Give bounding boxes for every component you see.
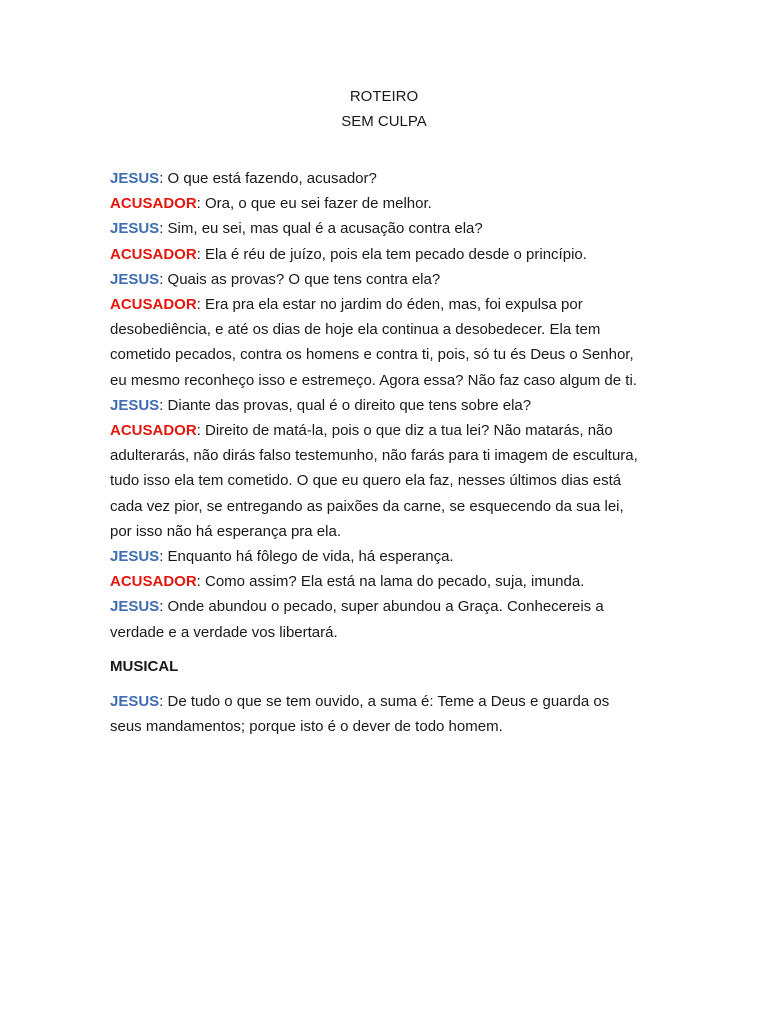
speaker-jesus: JESUS [110, 396, 160, 414]
dialogue-line [110, 544, 670, 569]
dialogue-text: : O que está fazendo, acusador? [159, 170, 377, 187]
dialogue-line [110, 267, 670, 292]
dialogue-text: tudo isso ela tem cometido. O que eu quero ela faz, nesses últimos dias está [110, 472, 622, 490]
dialogue-text: : Como assim? Ela está na lama do pecado, suja, imunda. [196, 573, 585, 591]
dialogue-text: adulterarás, não dirás falso testemunho, não farás para ti imagem de escultura, [110, 447, 638, 465]
dialogue-text: eu mesmo reconheço isso e estremeço. Agora essa? Não faz caso algum de ti. [110, 371, 637, 389]
dialogue-line [110, 620, 670, 645]
dialogue-line [110, 317, 670, 342]
dialogue-line [110, 519, 670, 544]
dialogue-line [110, 494, 670, 519]
dialogue-text: seus mandamentos; porque isto é o dever de todo homem. [110, 718, 503, 736]
speaker-acusador: ACUSADOR [110, 195, 197, 213]
dialogue-line [110, 216, 670, 241]
dialogue-line [110, 714, 670, 739]
dialogue-text: verdade e a verdade vos libertará. [110, 623, 338, 641]
dialogue-line [110, 443, 670, 468]
dialogue-line [110, 689, 670, 714]
dialogue-text: : Onde abundou o pecado, super abundou a Graça. Conhecereis a [159, 598, 604, 616]
dialogue-text: : Ora, o que eu sei fazer de melhor. [196, 195, 432, 213]
dialogue-line [110, 242, 670, 267]
dialogue-line [110, 418, 670, 443]
dialogue-line [110, 166, 670, 191]
dialogue-line [110, 292, 670, 317]
speaker-jesus: JESUS [110, 693, 160, 710]
speaker-jesus: JESUS [110, 220, 160, 238]
speaker-acusador: ACUSADOR [110, 245, 197, 263]
dialogue-line [110, 191, 670, 216]
speaker-acusador: ACUSADOR [110, 422, 197, 440]
dialogue-text: cada vez pior, se entregando as paixões da carne, se esquecendo da sua lei, [110, 497, 624, 515]
dialogue-line [110, 594, 670, 619]
dialogue-text: : De tudo o que se tem ouvido, a suma é: Teme a Deus e guarda os [159, 693, 610, 710]
speaker-jesus: JESUS [110, 598, 160, 616]
title-line-2: SEM CULPA [341, 113, 427, 130]
dialogue-line [110, 368, 670, 393]
dialogue-line [110, 342, 670, 367]
dialogue-text: cometido pecados, contra os homens e contra ti, pois, só tu és Deus o Senhor, [110, 346, 634, 364]
document-title [0, 84, 768, 134]
dialogue-text: : Quais as provas? O que tens contra ela? [159, 270, 441, 288]
dialogue-block [110, 166, 670, 645]
speaker-jesus: JESUS [110, 270, 160, 288]
speaker-acusador: ACUSADOR [110, 573, 197, 591]
speaker-jesus: JESUS [110, 548, 160, 566]
dialogue-text: desobediência, e até os dias de hoje ela continua a desobedecer. Ela tem [110, 321, 601, 339]
dialogue-text: por isso não há esperança pra ela. [110, 522, 341, 540]
dialogue-text: : Enquanto há fôlego de vida, há esperança. [159, 548, 454, 566]
speaker-jesus: JESUS [110, 170, 160, 187]
closing-dialogue [110, 689, 670, 739]
speaker-acusador: ACUSADOR [110, 296, 197, 314]
dialogue-line [110, 569, 670, 594]
dialogue-text: : Ela é réu de juízo, pois ela tem pecado desde o princípio. [196, 245, 587, 263]
dialogue-text: : Direito de matá-la, pois o que diz a tua lei? Não matarás, não [196, 422, 613, 440]
dialogue-line [110, 393, 670, 418]
dialogue-text: : Era pra ela estar no jardim do éden, mas, foi expulsa por [196, 296, 583, 314]
dialogue-text: : Sim, eu sei, mas qual é a acusação contra ela? [159, 220, 483, 238]
title-line-1: ROTEIRO [349, 88, 419, 105]
dialogue-text: : Diante das provas, qual é o direito que tens sobre ela? [159, 396, 532, 414]
dialogue-line [110, 468, 670, 493]
section-heading-musical: MUSICAL [110, 658, 179, 675]
